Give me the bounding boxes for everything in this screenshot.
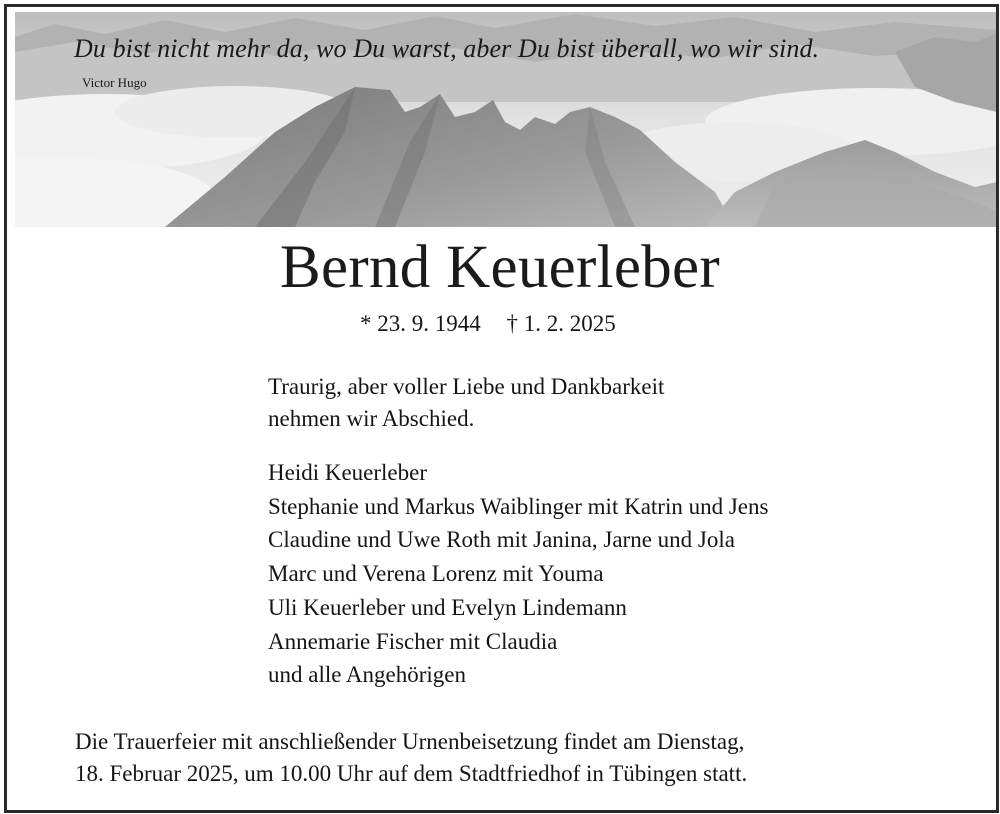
farewell-line: Traurig, aber voller Liebe und Dankbarkeit [268, 374, 665, 399]
mourner-entry: Claudine und Uwe Roth mit Janina, Jarne und Jola [268, 527, 735, 553]
quote-author: Victor Hugo [82, 75, 147, 90]
funeral-info [75, 726, 747, 790]
quote-text: Du bist nicht mehr da, wo Du warst, aber Du bist überall, wo wir sind. [74, 34, 820, 63]
mourner-entry: Marc und Verena Lorenz mit Youma [268, 561, 604, 587]
life-dates [360, 311, 616, 337]
mourner-entry: Uli Keuerleber und Evelyn Lindemann [268, 594, 627, 620]
deceased-name: Bernd Keuerleber [279, 234, 721, 301]
funeral-line: Die Trauerfeier mit anschließender Urnenbeisetzung findet am Dienstag, [75, 729, 745, 754]
mourner-entry: Heidi Keuerleber [268, 460, 428, 485]
mourner-entry: und alle Angehörigen [268, 662, 467, 688]
mourner-entry: Stephanie und Markus Waiblinger mit Katrin und Jens [268, 493, 769, 519]
mourners-list [268, 456, 768, 692]
death-date: † 1. 2. 2025 [506, 311, 616, 336]
mourner-entry: Annemarie Fischer mit Claudia [268, 628, 558, 654]
farewell-line: nehmen wir Abschied. [268, 406, 475, 431]
farewell-text [268, 371, 664, 435]
funeral-line: 18. Februar 2025, um 10.00 Uhr auf dem Stadtfriedhof in Tübingen statt. [75, 761, 748, 786]
birth-date: * 23. 9. 1944 [360, 311, 481, 336]
